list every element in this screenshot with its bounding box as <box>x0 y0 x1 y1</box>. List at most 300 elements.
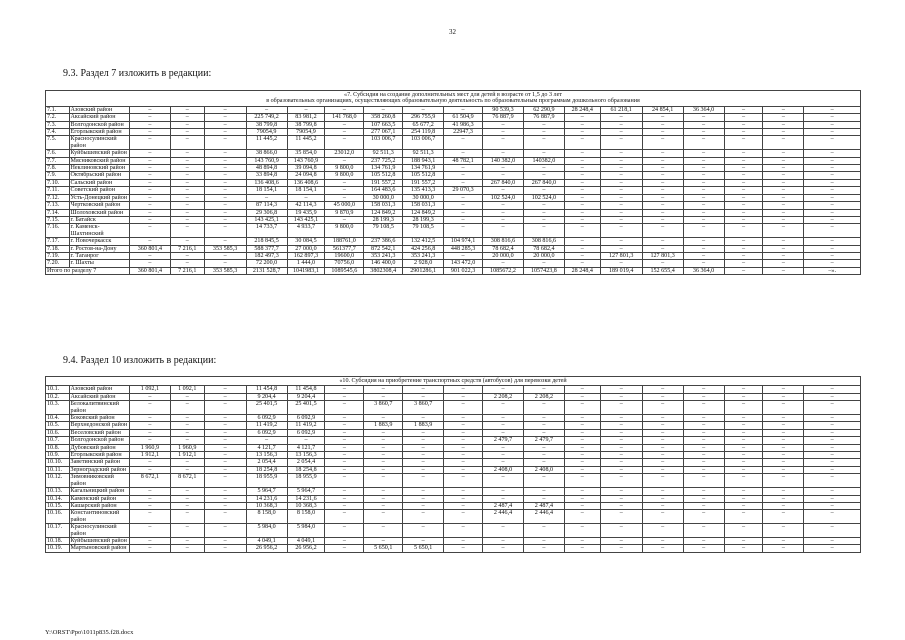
value-cell: 5 964,7 <box>287 488 325 495</box>
value-cell: – <box>724 474 763 488</box>
value-cell: 2 054,4 <box>246 459 287 466</box>
value-cell: – <box>763 179 804 186</box>
value-cell: – <box>564 165 600 172</box>
value-cell: – <box>444 488 483 495</box>
value-cell: – <box>403 393 444 400</box>
row-number: 10.1. <box>46 386 70 393</box>
value-cell: – <box>804 459 861 466</box>
value-cell: – <box>444 429 483 436</box>
value-cell: 3 860,7 <box>403 401 444 415</box>
value-cell: – <box>804 121 861 128</box>
value-cell: – <box>325 179 364 186</box>
row-number: 10.18. <box>46 537 70 544</box>
table-row <box>46 444 861 451</box>
value-cell: 358 260,8 <box>364 114 403 121</box>
value-cell: – <box>523 524 564 538</box>
value-cell: – <box>763 386 804 393</box>
row-number: 10.14. <box>46 495 70 502</box>
value-cell: – <box>804 129 861 136</box>
value-cell: – <box>483 459 524 466</box>
value-cell: – <box>170 224 204 238</box>
value-cell: – <box>724 267 763 274</box>
value-cell: 191 557,2 <box>403 179 444 186</box>
value-cell: 20 000,0 <box>483 252 524 259</box>
value-cell: – <box>600 401 642 415</box>
value-cell: – <box>804 393 861 400</box>
value-cell: 4 049,1 <box>287 537 325 544</box>
value-cell: – <box>642 415 683 422</box>
value-cell: – <box>724 502 763 509</box>
value-cell: – <box>804 194 861 201</box>
value-cell: – <box>204 165 246 172</box>
value-cell: – <box>523 429 564 436</box>
section-7-heading: 9.3. Раздел 7 изложить в редакции: <box>63 68 212 79</box>
value-cell: – <box>600 260 642 267</box>
value-cell: – <box>642 537 683 544</box>
district-name: Кашарский район <box>69 502 129 509</box>
value-cell: – <box>444 459 483 466</box>
value-cell: – <box>564 466 600 473</box>
value-cell: 1 960,9 <box>170 444 204 451</box>
table-row <box>46 459 861 466</box>
value-cell: – <box>600 444 642 451</box>
value-cell: – <box>444 106 483 113</box>
row-number: 7.1. <box>46 106 70 113</box>
value-cell: 296 755,9 <box>403 114 444 121</box>
value-cell: – <box>600 393 642 400</box>
value-cell: – <box>483 209 524 216</box>
value-cell: – <box>600 194 642 201</box>
value-cell: – <box>444 422 483 429</box>
value-cell: – <box>564 224 600 238</box>
value-cell: 11 419,2 <box>287 422 325 429</box>
value-cell: 353 241,3 <box>364 252 403 259</box>
value-cell: – <box>763 459 804 466</box>
value-cell: – <box>325 495 364 502</box>
value-cell: – <box>642 194 683 201</box>
value-cell: 61 218,1 <box>600 106 642 113</box>
value-cell: – <box>129 106 170 113</box>
table-row <box>46 537 861 544</box>
table-row <box>46 216 861 223</box>
value-cell: – <box>444 466 483 473</box>
value-cell: – <box>444 179 483 186</box>
table-caption: «10. Субсидия на приобретение транспортных средств (автобусов) для перевозки детей <box>46 377 861 386</box>
value-cell: – <box>403 474 444 488</box>
value-cell: – <box>564 157 600 164</box>
value-cell: – <box>364 502 403 509</box>
value-cell: – <box>170 165 204 172</box>
value-cell: 18 154,1 <box>287 187 325 194</box>
table-row <box>46 209 861 216</box>
value-cell: – <box>600 488 642 495</box>
value-cell: – <box>600 172 642 179</box>
value-cell: – <box>763 502 804 509</box>
district-name: Азовский район <box>69 386 129 393</box>
value-cell: – <box>763 545 804 552</box>
value-cell: – <box>364 393 403 400</box>
value-cell: – <box>804 157 861 164</box>
value-cell: – <box>170 415 204 422</box>
value-cell: – <box>683 121 724 128</box>
value-cell: – <box>564 401 600 415</box>
value-cell: – <box>129 224 170 238</box>
value-cell: 448 285,3 <box>444 245 483 252</box>
value-cell: 18 254,8 <box>287 466 325 473</box>
value-cell: – <box>804 245 861 252</box>
value-cell: – <box>804 165 861 172</box>
table-row <box>46 437 861 444</box>
value-cell: – <box>364 459 403 466</box>
value-cell: 2 487,4 <box>523 502 564 509</box>
value-cell: – <box>564 136 600 150</box>
value-cell: – <box>804 537 861 544</box>
value-cell: 3 860,7 <box>364 401 403 415</box>
district-name: Куйбышевский район <box>69 150 129 157</box>
value-cell: – <box>523 187 564 194</box>
value-cell: – <box>600 121 642 128</box>
value-cell: – <box>129 495 170 502</box>
table-row <box>46 466 861 473</box>
value-cell: 7 216,1 <box>170 267 204 274</box>
value-cell: – <box>483 452 524 459</box>
value-cell: 1041983,1 <box>287 267 325 274</box>
value-cell: – <box>683 466 724 473</box>
value-cell: – <box>642 216 683 223</box>
value-cell: – <box>483 429 524 436</box>
value-cell: – <box>600 114 642 121</box>
value-cell: – <box>523 495 564 502</box>
value-cell: 26 956,2 <box>246 545 287 552</box>
value-cell: – <box>325 437 364 444</box>
value-cell: – <box>523 165 564 172</box>
value-cell: – <box>204 129 246 136</box>
value-cell: – <box>364 106 403 113</box>
value-cell: – <box>564 187 600 194</box>
value-cell: – <box>204 474 246 488</box>
value-cell: 105 512,8 <box>364 172 403 179</box>
value-cell: 76 887,9 <box>523 114 564 121</box>
district-name: Боковский район <box>69 415 129 422</box>
value-cell: – <box>683 202 724 209</box>
value-cell: 104 974,1 <box>444 238 483 245</box>
value-cell: – <box>642 238 683 245</box>
table-row <box>46 238 861 245</box>
row-number: 7.15. <box>46 216 70 223</box>
value-cell: – <box>403 444 444 451</box>
value-cell: – <box>523 452 564 459</box>
value-cell: 1085672,2 <box>483 267 524 274</box>
value-cell: – <box>804 437 861 444</box>
value-cell: – <box>444 202 483 209</box>
value-cell: – <box>683 545 724 552</box>
value-cell: 2 054,4 <box>287 459 325 466</box>
value-cell: – <box>642 202 683 209</box>
table-row <box>46 114 861 121</box>
value-cell: 277 067,1 <box>364 129 403 136</box>
value-cell: 2 487,4 <box>483 502 524 509</box>
value-cell: 2 479,7 <box>523 437 564 444</box>
value-cell: – <box>564 393 600 400</box>
value-cell: – <box>364 437 403 444</box>
value-cell: – <box>204 187 246 194</box>
table-row <box>46 172 861 179</box>
value-cell: – <box>204 466 246 473</box>
value-cell: – <box>600 466 642 473</box>
value-cell: 42 114,3 <box>287 202 325 209</box>
value-cell: 103 006,7 <box>403 136 444 150</box>
table-row <box>46 260 861 267</box>
value-cell: 353 585,3 <box>204 245 246 252</box>
value-cell: – <box>763 429 804 436</box>
value-cell: – <box>204 393 246 400</box>
value-cell: 29 070,3 <box>444 187 483 194</box>
value-cell: 28 248,4 <box>564 267 600 274</box>
value-cell: 18 955,9 <box>246 474 287 488</box>
value-cell: 4 933,7 <box>287 224 325 238</box>
district-name: г. Батайск <box>69 216 129 223</box>
value-cell: – <box>170 179 204 186</box>
value-cell: – <box>564 129 600 136</box>
value-cell: – <box>523 209 564 216</box>
value-cell: 18 254,8 <box>246 466 287 473</box>
value-cell: – <box>204 224 246 238</box>
row-number: 10.11. <box>46 466 70 473</box>
district-name: Кагальницкий район <box>69 488 129 495</box>
value-cell: – <box>364 466 403 473</box>
value-cell: – <box>600 495 642 502</box>
value-cell: – <box>325 537 364 544</box>
value-cell: – <box>129 415 170 422</box>
value-cell: – <box>724 216 763 223</box>
value-cell: 30 000,0 <box>364 194 403 201</box>
table-caption <box>46 91 861 107</box>
value-cell: 79054,9 <box>246 129 287 136</box>
value-cell: 28 248,4 <box>564 106 600 113</box>
value-cell: – <box>204 488 246 495</box>
value-cell: 11 454,8 <box>287 386 325 393</box>
value-cell: – <box>683 238 724 245</box>
value-cell: – <box>129 545 170 552</box>
value-cell: – <box>364 429 403 436</box>
value-cell: – <box>724 165 763 172</box>
value-cell: – <box>724 245 763 252</box>
value-cell: – <box>683 474 724 488</box>
value-cell: 72 200,0 <box>246 260 287 267</box>
value-cell: – <box>444 150 483 157</box>
value-cell: – <box>683 129 724 136</box>
value-cell: – <box>564 386 600 393</box>
value-cell: – <box>763 393 804 400</box>
value-cell: – <box>170 495 204 502</box>
value-cell: – <box>804 260 861 267</box>
row-number: 10.3. <box>46 401 70 415</box>
value-cell: – <box>804 238 861 245</box>
value-cell: – <box>564 216 600 223</box>
value-cell: – <box>170 202 204 209</box>
table-caption-row <box>46 377 861 386</box>
value-cell: – <box>204 260 246 267</box>
value-cell: – <box>804 466 861 473</box>
value-cell: – <box>642 165 683 172</box>
value-cell: – <box>564 194 600 201</box>
value-cell: 5 650,1 <box>364 545 403 552</box>
value-cell: – <box>170 502 204 509</box>
value-cell: 136 408,6 <box>287 179 325 186</box>
value-cell: – <box>804 545 861 552</box>
value-cell: – <box>804 502 861 509</box>
value-cell: 30 000,0 <box>403 194 444 201</box>
value-cell: – <box>523 150 564 157</box>
district-name: Волгодонской район <box>69 437 129 444</box>
value-cell: – <box>600 209 642 216</box>
value-cell: – <box>763 474 804 488</box>
value-cell: – <box>763 495 804 502</box>
value-cell: – <box>170 260 204 267</box>
section-7-table <box>45 90 861 275</box>
value-cell: – <box>523 202 564 209</box>
value-cell: – <box>564 238 600 245</box>
total-label: Итого по разделу 7 <box>46 267 130 274</box>
value-cell: – <box>246 437 287 444</box>
value-cell: 218 845,5 <box>246 238 287 245</box>
value-cell: – <box>564 437 600 444</box>
value-cell: – <box>683 187 724 194</box>
value-cell: – <box>724 422 763 429</box>
value-cell: 188761,0 <box>325 238 364 245</box>
value-cell: 9 870,9 <box>325 209 364 216</box>
value-cell: – <box>325 545 364 552</box>
value-cell: 136 408,6 <box>246 179 287 186</box>
value-cell: – <box>642 121 683 128</box>
value-cell: – <box>600 136 642 150</box>
value-cell: 2131 528,7 <box>246 267 287 274</box>
value-cell: – <box>287 106 325 113</box>
value-cell: – <box>483 474 524 488</box>
value-cell: – <box>724 545 763 552</box>
value-cell: – <box>129 157 170 164</box>
value-cell: – <box>204 179 246 186</box>
value-cell: – <box>683 209 724 216</box>
value-cell: 225 749,2 <box>246 114 287 121</box>
value-cell: – <box>325 157 364 164</box>
value-cell: – <box>403 415 444 422</box>
value-cell: – <box>204 209 246 216</box>
value-cell: – <box>444 545 483 552</box>
value-cell: – <box>564 172 600 179</box>
value-cell: – <box>204 106 246 113</box>
value-cell: – <box>600 224 642 238</box>
value-cell: – <box>763 216 804 223</box>
table-row <box>46 202 861 209</box>
value-cell: 267 840,0 <box>483 179 524 186</box>
value-cell: – <box>204 510 246 524</box>
value-cell: – <box>804 114 861 121</box>
value-cell: – <box>523 386 564 393</box>
value-cell: – <box>325 444 364 451</box>
value-cell: – <box>763 165 804 172</box>
value-cell: 107 663,5 <box>364 121 403 128</box>
value-cell: – <box>523 545 564 552</box>
value-cell: – <box>483 150 524 157</box>
value-cell: – <box>204 238 246 245</box>
value-cell: 5 984,0 <box>246 524 287 538</box>
row-number: 7.18. <box>46 245 70 252</box>
value-cell: – <box>129 150 170 157</box>
value-cell: 20 000,0 <box>523 252 564 259</box>
value-cell: – <box>763 121 804 128</box>
table-row <box>46 150 861 157</box>
value-cell: – <box>204 444 246 451</box>
district-name: Чертковский район <box>69 202 129 209</box>
value-cell: – <box>325 422 364 429</box>
caption-line-2: в образовательных организациях, осуществляющих образовательную деятельность по образовательным программам дошкольного образования <box>266 98 640 105</box>
value-cell: – <box>724 194 763 201</box>
value-cell: 140382,0 <box>523 157 564 164</box>
value-cell: 8 672,1 <box>170 474 204 488</box>
value-cell: – <box>523 415 564 422</box>
value-cell: – <box>483 121 524 128</box>
value-cell: – <box>600 150 642 157</box>
value-cell: – <box>564 114 600 121</box>
value-cell: 2 208,2 <box>483 393 524 400</box>
value-cell: 146 400,0 <box>364 260 403 267</box>
value-cell: – <box>403 537 444 544</box>
value-cell: – <box>642 393 683 400</box>
value-cell: – <box>804 415 861 422</box>
value-cell: – <box>204 121 246 128</box>
value-cell: – <box>204 545 246 552</box>
value-cell: 10 368,3 <box>287 502 325 509</box>
value-cell: 2 446,4 <box>523 510 564 524</box>
value-cell: – <box>683 252 724 259</box>
value-cell: – <box>523 422 564 429</box>
value-cell: 14 733,7 <box>246 224 287 238</box>
value-cell: – <box>170 488 204 495</box>
row-number: 10.2. <box>46 393 70 400</box>
value-cell: 353 585,3 <box>204 267 246 274</box>
value-cell: – <box>763 157 804 164</box>
value-cell: – <box>804 202 861 209</box>
table-row <box>46 415 861 422</box>
value-cell: – <box>642 459 683 466</box>
value-cell: – <box>724 129 763 136</box>
value-cell: 1 883,9 <box>364 422 403 429</box>
value-cell: – <box>724 209 763 216</box>
value-cell: – <box>564 459 600 466</box>
district-name: Каменский район <box>69 495 129 502</box>
district-name: Октябрьский район <box>69 172 129 179</box>
value-cell: 189 019,4 <box>600 267 642 274</box>
value-cell: 1089545,6 <box>325 267 364 274</box>
value-cell: 38 866,0 <box>246 150 287 157</box>
value-cell: – <box>129 401 170 415</box>
value-cell: – <box>763 437 804 444</box>
value-cell: – <box>600 415 642 422</box>
value-cell: – <box>763 452 804 459</box>
value-cell: – <box>170 466 204 473</box>
value-cell: 7 216,1 <box>170 245 204 252</box>
value-cell: – <box>763 401 804 415</box>
value-cell: 9 800,0 <box>325 224 364 238</box>
value-cell: – <box>642 224 683 238</box>
value-cell: – <box>763 245 804 252</box>
value-cell: 8 158,0 <box>287 510 325 524</box>
value-cell: – <box>763 488 804 495</box>
value-cell: – <box>325 136 364 150</box>
value-cell: – <box>600 187 642 194</box>
table-row <box>46 165 861 172</box>
